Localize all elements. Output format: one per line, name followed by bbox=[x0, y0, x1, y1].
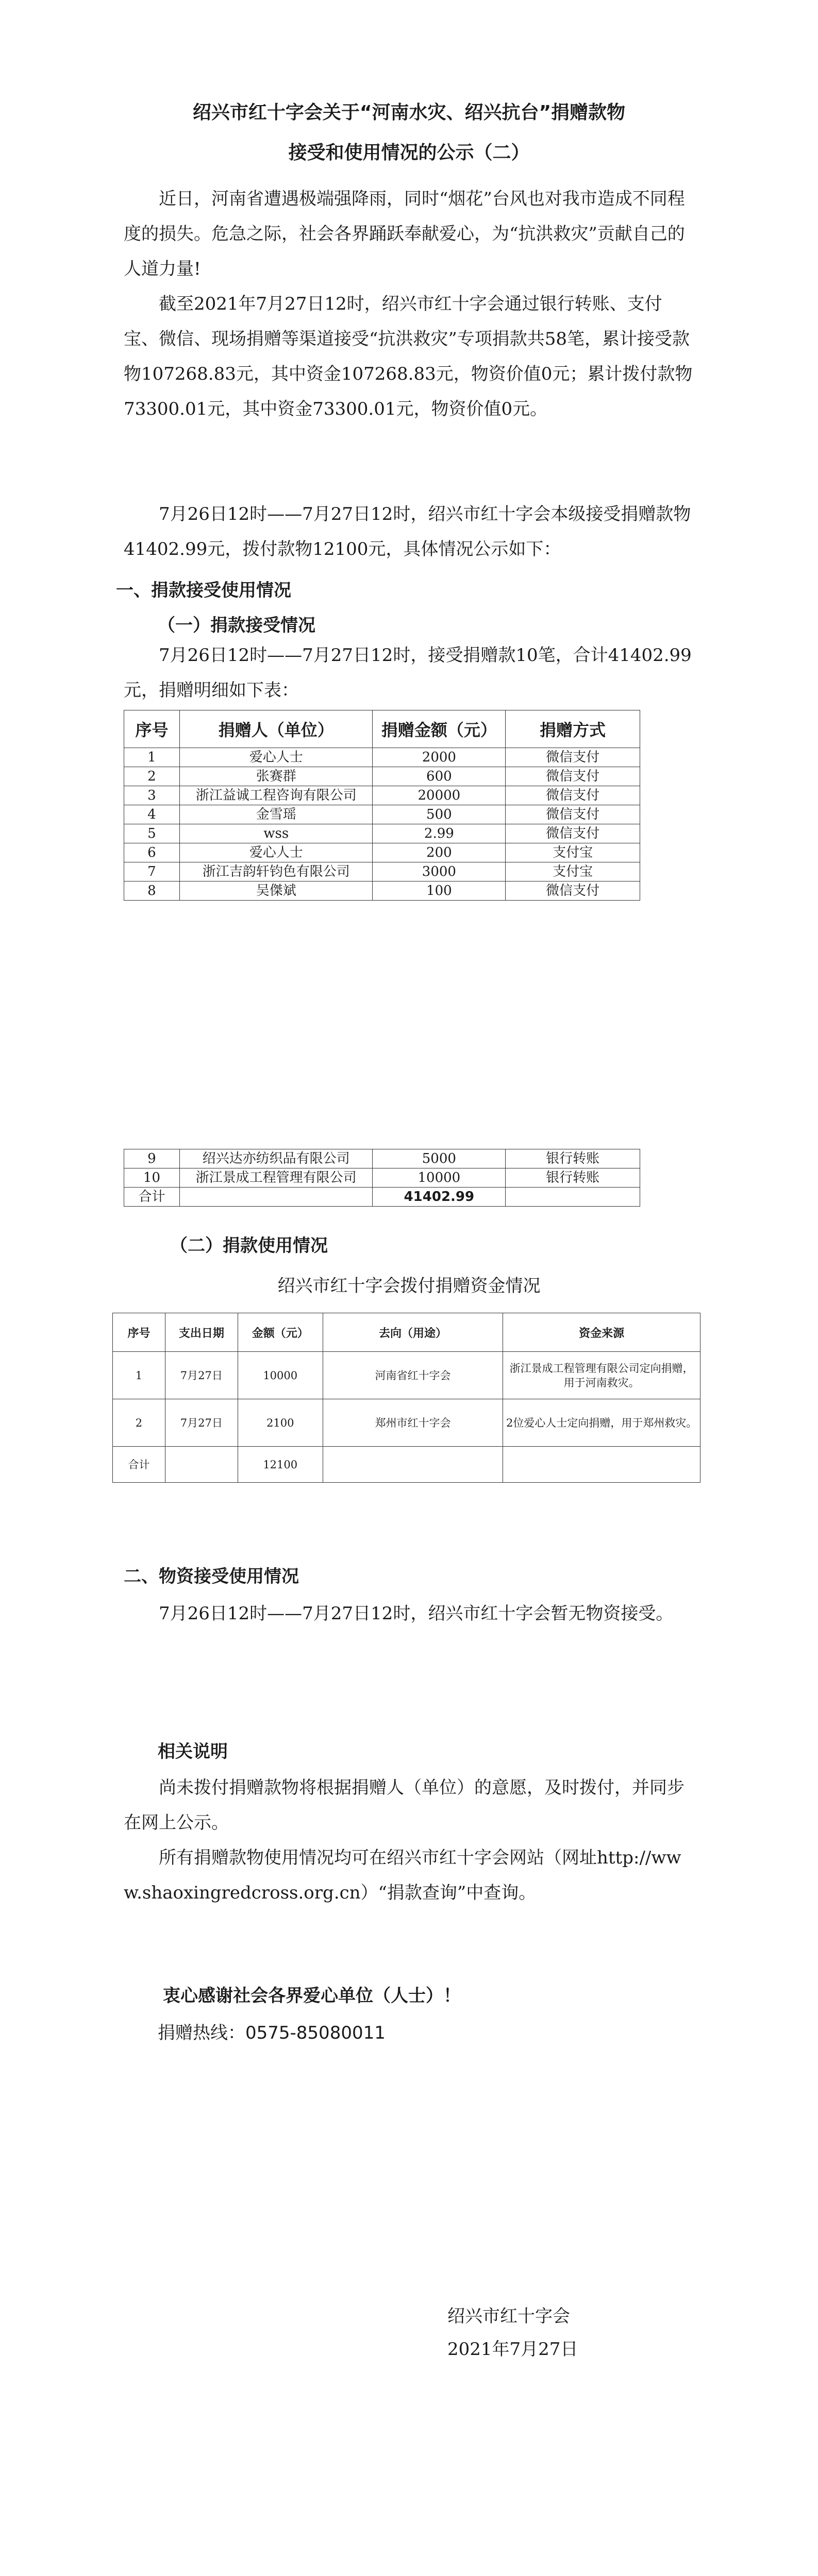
usage-total-row bbox=[113, 1447, 700, 1483]
usage-total-source-empty bbox=[503, 1447, 700, 1483]
donation-table-continued bbox=[124, 1149, 640, 1207]
section2-heading: 二、物资接受使用情况 bbox=[124, 1566, 299, 1587]
donation-amount: 10000 bbox=[373, 1168, 506, 1188]
signature-org: 绍兴市红十字会 bbox=[447, 2306, 570, 2327]
table-row bbox=[124, 824, 640, 843]
donation-donor: wss bbox=[179, 824, 373, 843]
donation-donor: 金雪瑶 bbox=[179, 805, 373, 824]
donation-col-donor: 捐赠人（单位） bbox=[179, 710, 373, 748]
section1-sub1-heading: （一）捐款接受情况 bbox=[158, 615, 315, 636]
signature-date: 2021年7月27日 bbox=[447, 2339, 578, 2360]
usage-date: 7月27日 bbox=[165, 1352, 238, 1399]
intro-paragraph-3: 7月26日12时——7月27日12时，绍兴市红十字会本级接受捐赠款物41402.99元，拨付款物12100元，具体情况公示如下： bbox=[124, 504, 691, 560]
usage-destination: 郑州市红十字会 bbox=[323, 1399, 503, 1447]
table-row bbox=[124, 843, 640, 862]
donation-amount: 200 bbox=[373, 843, 506, 862]
notes-heading: 相关说明 bbox=[158, 1741, 228, 1762]
donation-no: 6 bbox=[124, 843, 180, 862]
donation-no: 9 bbox=[124, 1149, 180, 1168]
section1-sub2-heading: （二）捐款使用情况 bbox=[170, 1235, 328, 1256]
donation-total-label: 合计 bbox=[124, 1188, 180, 1207]
usage-total-date-empty bbox=[165, 1447, 238, 1483]
donation-col-amount: 捐赠金额（元） bbox=[373, 710, 506, 748]
donation-no: 8 bbox=[124, 882, 180, 901]
usage-amount: 10000 bbox=[238, 1352, 323, 1399]
donation-hotline: 捐赠热线：0575-85080011 bbox=[158, 2023, 386, 2043]
usage-total-destination-empty bbox=[323, 1447, 503, 1483]
donation-total-amount: 41402.99 bbox=[373, 1188, 506, 1207]
donation-total-row bbox=[124, 1188, 640, 1207]
usage-table-header-row bbox=[113, 1313, 700, 1352]
table-row bbox=[124, 748, 640, 767]
donation-donor: 浙江益诚工程咨询有限公司 bbox=[179, 786, 373, 805]
donation-table-header-row bbox=[124, 710, 640, 748]
usage-amount: 2100 bbox=[238, 1399, 323, 1447]
donation-donor: 浙江吉韵轩钧色有限公司 bbox=[179, 862, 373, 882]
table-row bbox=[124, 1149, 640, 1168]
table-row bbox=[124, 862, 640, 882]
donation-donor: 绍兴达亦纺织品有限公司 bbox=[179, 1149, 373, 1168]
donation-method: 微信支付 bbox=[506, 805, 640, 824]
usage-table-title: 绍兴市红十字会拨付捐赠资金情况 bbox=[277, 1276, 541, 1296]
usage-col-amount: 金额（元） bbox=[238, 1313, 323, 1352]
usage-col-no: 序号 bbox=[113, 1313, 165, 1352]
donation-amount: 100 bbox=[373, 882, 506, 901]
intro-paragraph-1: 近日，河南省遭遇极端强降雨，同时“烟花”台风也对我市造成不同程度的损失。危急之际，社会各界踊跃奉献爱心，为“抗洪救灾”贡献自己的人道力量! bbox=[124, 189, 685, 279]
table-row bbox=[124, 786, 640, 805]
donation-method: 微信支付 bbox=[506, 882, 640, 901]
donation-no: 5 bbox=[124, 824, 180, 843]
donation-no: 4 bbox=[124, 805, 180, 824]
thanks-line: 衷心感谢社会各界爱心单位（人士）！ bbox=[163, 1986, 461, 2006]
doc-title-line1: 绍兴市红十字会关于“河南水灾、绍兴抗台”捐赠款物 bbox=[192, 102, 626, 123]
donation-method: 微信支付 bbox=[506, 767, 640, 786]
table-row bbox=[124, 767, 640, 786]
donation-donor: 浙江景成工程管理有限公司 bbox=[179, 1168, 373, 1188]
donation-table bbox=[124, 710, 640, 901]
donation-total-method-empty bbox=[506, 1188, 640, 1207]
table-row bbox=[124, 1168, 640, 1188]
donation-amount: 3000 bbox=[373, 862, 506, 882]
donation-amount: 20000 bbox=[373, 786, 506, 805]
donation-no: 3 bbox=[124, 786, 180, 805]
section2-text: 7月26日12时——7月27日12时，绍兴市红十字会暂无物资接受。 bbox=[159, 1603, 674, 1624]
section1-sub1-text: 7月26日12时——7月27日12时，接受捐赠款10笔，合计41402.99元，捐赠明细如下表： bbox=[124, 645, 692, 701]
usage-source: 浙江景成工程管理有限公司定向捐赠，用于河南救灾。 bbox=[503, 1352, 700, 1399]
usage-source: 2位爱心人士定向捐赠，用于郑州救灾。 bbox=[503, 1399, 700, 1447]
donation-amount: 500 bbox=[373, 805, 506, 824]
donation-donor: 爱心人士 bbox=[179, 843, 373, 862]
usage-destination: 河南省红十字会 bbox=[323, 1352, 503, 1399]
donation-method: 微信支付 bbox=[506, 786, 640, 805]
table-row bbox=[124, 805, 640, 824]
donation-method: 支付宝 bbox=[506, 862, 640, 882]
donation-method: 微信支付 bbox=[506, 824, 640, 843]
donation-donor: 张赛群 bbox=[179, 767, 373, 786]
donation-method: 支付宝 bbox=[506, 843, 640, 862]
donation-col-method: 捐赠方式 bbox=[506, 710, 640, 748]
notes-paragraph-2: 所有捐赠款物使用情况均可在绍兴市红十字会网站（网址http://www.shaoxingredcross.org.cn）“捐款查询”中查询。 bbox=[124, 1848, 681, 1903]
donation-no: 1 bbox=[124, 748, 180, 767]
usage-table bbox=[112, 1313, 700, 1483]
donation-no: 7 bbox=[124, 862, 180, 882]
section1-heading: 一、捐款接受使用情况 bbox=[116, 580, 291, 601]
donation-no: 10 bbox=[124, 1168, 180, 1188]
donation-method: 微信支付 bbox=[506, 748, 640, 767]
donation-method: 银行转账 bbox=[506, 1149, 640, 1168]
table-row bbox=[113, 1399, 700, 1447]
usage-total-amount: 12100 bbox=[238, 1447, 323, 1483]
table-row bbox=[113, 1352, 700, 1399]
donation-amount: 2.99 bbox=[373, 824, 506, 843]
donation-total-donor-empty bbox=[179, 1188, 373, 1207]
donation-donor: 吴傑斌 bbox=[179, 882, 373, 901]
usage-no: 2 bbox=[113, 1399, 165, 1447]
doc-title-line2: 接受和使用情况的公示（二） bbox=[288, 142, 530, 163]
donation-col-no: 序号 bbox=[124, 710, 180, 748]
usage-date: 7月27日 bbox=[165, 1399, 238, 1447]
donation-amount: 2000 bbox=[373, 748, 506, 767]
usage-col-date: 支出日期 bbox=[165, 1313, 238, 1352]
usage-total-label: 合计 bbox=[113, 1447, 165, 1483]
intro-paragraph-2: 截至2021年7月27日12时，绍兴市红十字会通过银行转账、支付宝、微信、现场捐赠等渠道接受“抗洪救灾”专项捐款共58笔，累计接受款物107268.83元，其中资金107268.83元，物资价值0元；累计拨付款物73300.01元，其中资金73300.01元，物资价值0元。 bbox=[124, 294, 693, 419]
donation-method: 银行转账 bbox=[506, 1168, 640, 1188]
donation-amount: 600 bbox=[373, 767, 506, 786]
donation-no: 2 bbox=[124, 767, 180, 786]
notes-paragraph-1: 尚未拨付捐赠款物将根据捐赠人（单位）的意愿，及时拨付，并同步在网上公示。 bbox=[124, 1777, 685, 1833]
donation-donor: 爱心人士 bbox=[179, 748, 373, 767]
usage-col-source: 资金来源 bbox=[503, 1313, 700, 1352]
table-row bbox=[124, 882, 640, 901]
donation-amount: 5000 bbox=[373, 1149, 506, 1168]
usage-no: 1 bbox=[113, 1352, 165, 1399]
usage-col-destination: 去向（用途） bbox=[323, 1313, 503, 1352]
